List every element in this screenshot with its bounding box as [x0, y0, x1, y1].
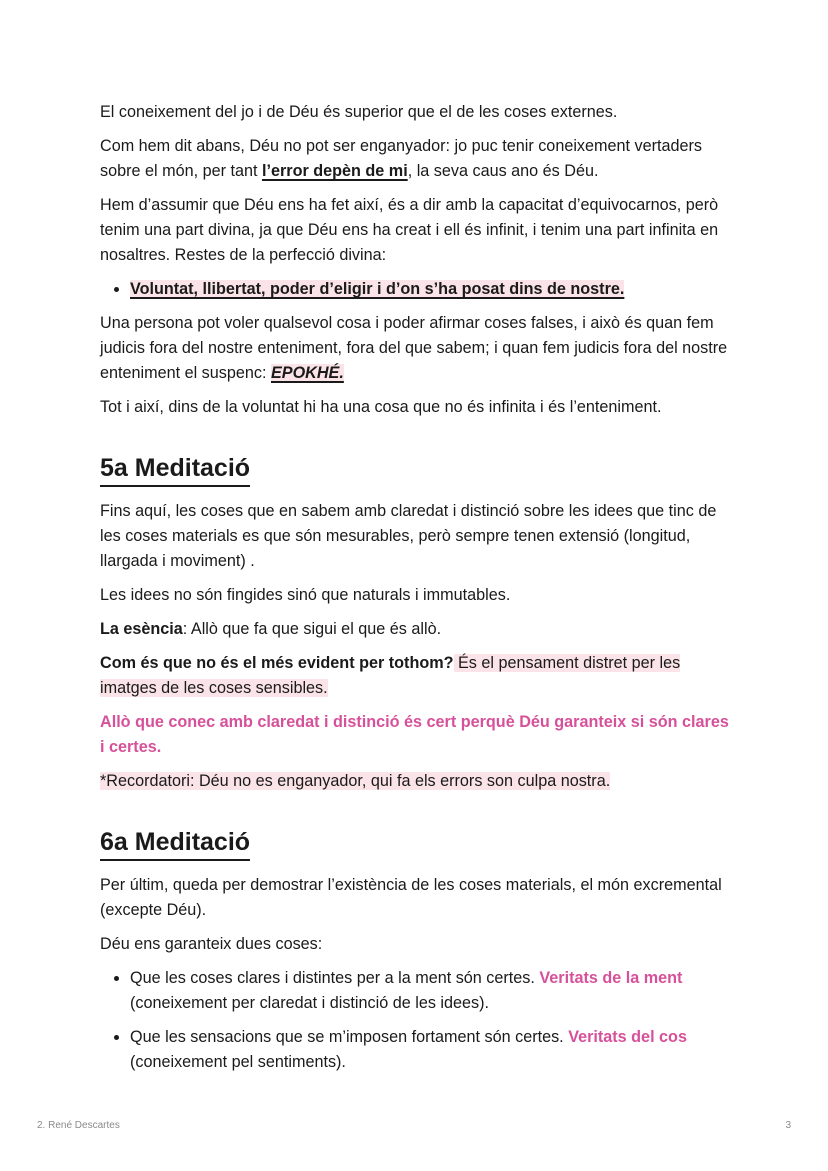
section-heading-wrap — [100, 429, 730, 491]
bold-term: La esència — [100, 620, 183, 638]
text: Una persona pot voler qualsevol cosa i poder afirmar coses falses, i això és quan fem judicis fora del nostre enteniment, fora del que sabem; i quan fem judicis fora del nostre enteniment el suspenc: — [100, 314, 728, 382]
paragraph — [100, 651, 730, 701]
pink-term: Veritats de la ment — [539, 969, 683, 987]
section-heading-6a: 6a Meditació — [100, 825, 250, 861]
paragraph — [100, 134, 730, 184]
document-body — [100, 100, 730, 1084]
paragraph — [100, 617, 730, 642]
footer-doc-title: 2. René Descartes — [37, 1120, 120, 1131]
text: Com hem dit abans, Déu no pot ser enganyador: jo puc tenir coneixement vertaders sobre el món, per tant — [100, 137, 702, 180]
text: Que les sensacions que se m’imposen fortament són certes. — [130, 1028, 569, 1046]
text: Que les coses clares i distintes per a la ment són certes. — [130, 969, 540, 987]
footer-page-number: 3 — [785, 1120, 791, 1131]
list-item — [130, 277, 730, 302]
bullet-list — [100, 966, 730, 1075]
pink-term: Veritats del cos — [568, 1028, 687, 1046]
bold-question: Com és que no és el més evident per tothom? — [100, 654, 454, 672]
pink-paragraph: Allò que conec amb claredat i distinció és cert perquè Déu garanteix si són clares i certes. — [100, 713, 729, 756]
bullet-list — [100, 277, 730, 302]
paragraph — [100, 311, 730, 386]
paragraph — [100, 769, 730, 794]
paragraph: Les idees no són fingides sinó que naturals i immutables. — [100, 586, 511, 604]
text: , la seva caus ano és Déu. — [407, 162, 599, 180]
list-item — [130, 966, 730, 1016]
bold-underlined-text: l’error depèn de mi — [261, 162, 408, 180]
paragraph: Déu ens garanteix dues coses: — [100, 935, 323, 953]
text: (coneixement per claredat i distinció de les idees). — [130, 994, 490, 1012]
highlighted-text: És el pensament distret per les imatges de les coses sensibles. — [100, 654, 681, 697]
paragraph: Fins aquí, les coses que en sabem amb claredat i distinció sobre les idees que tinc de les coses materials es que són mesurables, però sempre tenen extensió (longitud, llargada i moviment) . — [100, 502, 717, 570]
highlighted-text: *Recordatori: Déu no es enganyador, qui fa els errors son culpa nostra. — [100, 772, 611, 790]
paragraph: Tot i així, dins de la voluntat hi ha una cosa que no és infinita i és l’enteniment. — [100, 398, 662, 416]
text: : Allò que fa que sigui el que és allò. — [182, 620, 442, 638]
highlighted-text: Voluntat, llibertat, poder d’eligir i d’on s’ha posat dins de nostre. — [130, 280, 625, 298]
section-heading-5a: 5a Meditació — [100, 451, 250, 487]
text: (coneixement pel sentiments). — [130, 1053, 346, 1071]
section-heading-wrap — [100, 803, 730, 865]
paragraph: Per últim, queda per demostrar l’existència de les coses materials, el món excremental (excepte Déu). — [100, 876, 722, 919]
paragraph: El coneixement del jo i de Déu és superior que el de les coses externes. — [100, 103, 618, 121]
epokhe-term: EPOKHÉ. — [270, 364, 344, 382]
paragraph: Hem d’assumir que Déu ens ha fet així, és a dir amb la capacitat d’equivocarnos, però tenim una part divina, ja que Déu ens ha creat i ell és infinit, i tenim una part infinita en nosaltres. Restes de la perfecció divina: — [100, 196, 719, 264]
list-item — [130, 1025, 730, 1075]
